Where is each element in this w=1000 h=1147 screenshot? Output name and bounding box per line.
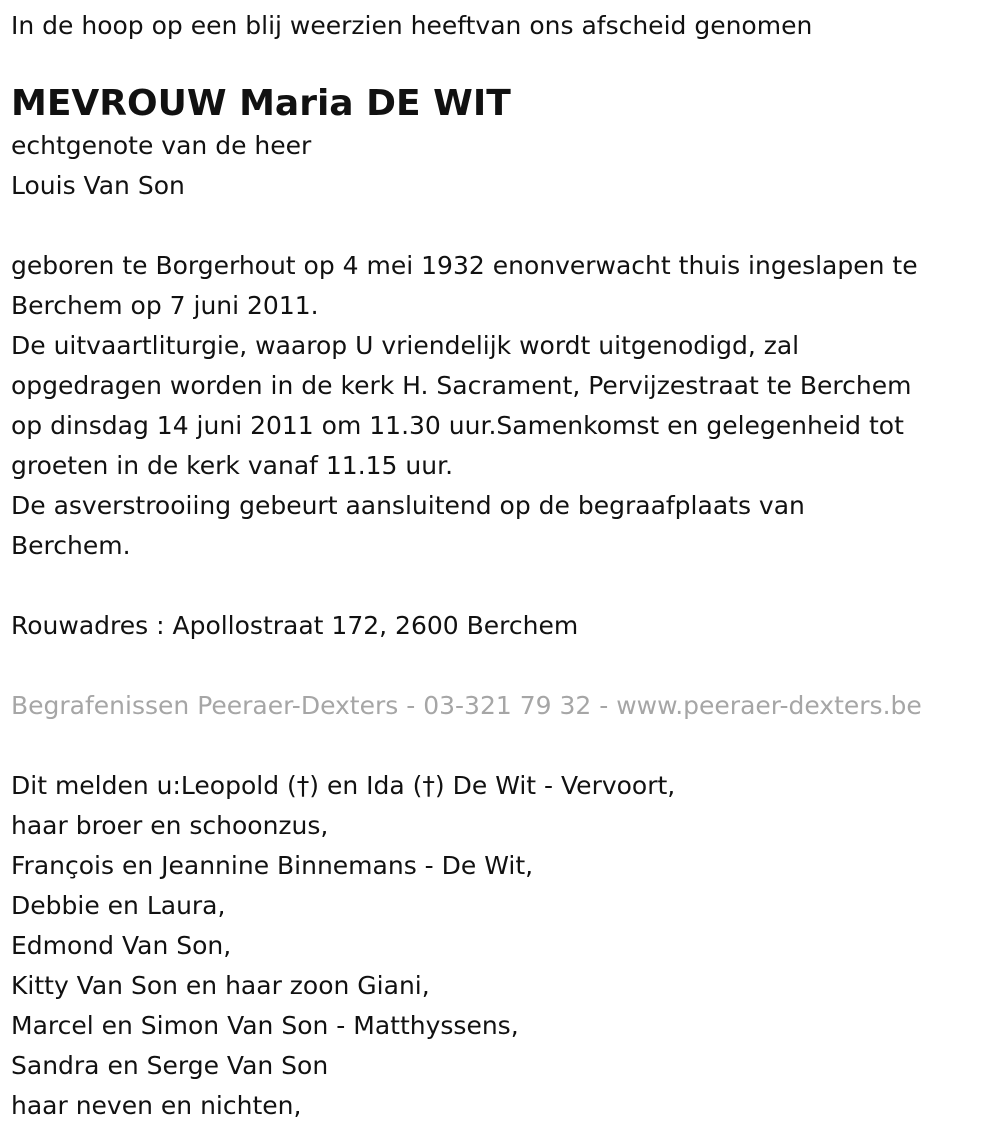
undertaker-info: Begrafenissen Peeraer-Dexters - 03-321 79 32 - www.peeraer-dexters.be (11, 691, 922, 720)
relatives-line: François en Jeannine Binnemans - De Wit, (11, 851, 534, 880)
details-line: Berchem op 7 juni 2011. (11, 291, 319, 320)
spouse-line-1: echtgenote van de heer (11, 131, 312, 160)
spacer (11, 646, 1000, 686)
relatives-line: Debbie en Laura, (11, 891, 226, 920)
details-line: groeten in de kerk vanaf 11.15 uur. (11, 451, 454, 480)
relatives-line: Kitty Van Son en haar zoon Giani, (11, 971, 430, 1000)
spacer (11, 566, 1000, 606)
relatives-line: Edmond Van Son, (11, 931, 232, 960)
spouse-block (11, 126, 1000, 206)
mourning-address: Rouwadres : Apollostraat 172, 2600 Berchem (11, 611, 579, 640)
spacer (11, 206, 1000, 246)
intro-line: In de hoop op een blij weerzien heeftvan ons afscheid genomen (11, 11, 813, 40)
deceased-name: MEVROUW Maria DE WIT (11, 83, 511, 124)
relatives-line: Sandra en Serge Van Son (11, 1051, 329, 1080)
details-line: geboren te Borgerhout op 4 mei 1932 enonverwacht thuis ingeslapen te (11, 251, 918, 280)
relatives-block (11, 766, 1000, 1126)
details-line: op dinsdag 14 juni 2011 om 11.30 uur.Samenkomst en gelegenheid tot (11, 411, 904, 440)
details-line: De uitvaartliturgie, waarop U vriendelijk wordt uitgenodigd, zal (11, 331, 800, 360)
relatives-line: haar broer en schoonzus, (11, 811, 329, 840)
relatives-line: haar neven en nichten, (11, 1091, 302, 1120)
relatives-line: Dit melden u:Leopold (†) en Ida (†) De Wit - Vervoort, (11, 771, 676, 800)
spouse-line-2: Louis Van Son (11, 171, 185, 200)
details-block (11, 246, 1000, 566)
details-line: Berchem. (11, 531, 131, 560)
details-line: opgedragen worden in de kerk H. Sacrament, Pervijzestraat te Berchem (11, 371, 912, 400)
spacer (11, 726, 1000, 766)
relatives-line: Marcel en Simon Van Son - Matthyssens, (11, 1011, 519, 1040)
details-line: De asverstrooiing gebeurt aansluitend op de begraafplaats van (11, 491, 805, 520)
